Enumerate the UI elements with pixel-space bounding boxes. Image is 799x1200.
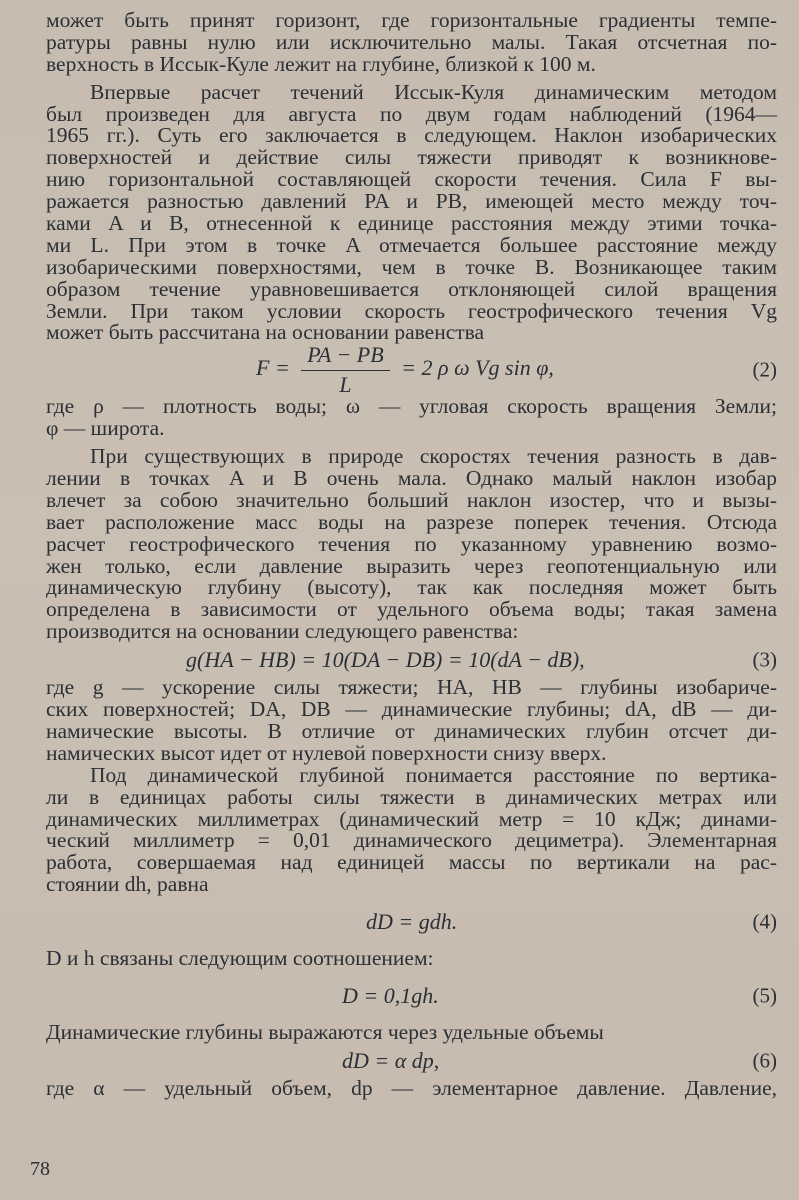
text-line: ми L. При этом в точке A отмечается большее расстояние между bbox=[46, 232, 777, 257]
text-line: D и h связаны следующим соотношением: bbox=[46, 946, 434, 971]
formula-3-number: (3) bbox=[752, 647, 777, 672]
text-line: ческий миллиметр = 0,01 динамического дециметра). Элементарная bbox=[46, 828, 777, 853]
page-number: 78 bbox=[30, 1158, 50, 1180]
text-line: жен только, если давление выразить через геопотенциальную или bbox=[46, 553, 777, 578]
text-line: может быть принят горизонт, где горизонтальные градиенты темпе- bbox=[46, 8, 777, 32]
text-line: где g — ускорение силы тяжести; HA, HB — глубины изобариче- bbox=[46, 675, 777, 700]
text-line: Динамические глубины выражаются через удельные объемы bbox=[46, 1019, 604, 1044]
text-line: 1965 гг.). Суть его заключается в следующем. Наклон изобарических bbox=[46, 123, 777, 148]
formula-2-rhs: = 2 ρ ω Vg sin φ, bbox=[401, 355, 554, 381]
text-line: ками A и B, отнесенной к единице расстояния между этими точка- bbox=[46, 211, 777, 236]
text-line: нию горизонтальной составляющей скорости течения. Сила F вы- bbox=[46, 167, 777, 192]
formula-2-denominator: L bbox=[339, 372, 352, 398]
text-line: стоянии dh, равна bbox=[46, 872, 209, 897]
formula-4-number: (4) bbox=[752, 909, 777, 934]
text-line: ражается разностью давлений PA и PB, имеющей место между точ- bbox=[46, 189, 777, 214]
text-line: поверхностей и действие силы тяжести приводят к возникнове- bbox=[46, 145, 777, 170]
text-line: лении в точках A и B очень мала. Однако малый наклон изобар bbox=[46, 466, 777, 491]
formula-5-expression: D = 0,1gh. bbox=[342, 982, 439, 1008]
text-line: вает расположение масс воды на разрезе поперек течения. Отсюда bbox=[46, 509, 777, 534]
text-line: верхность в Иссык-Куле лежит на глубине, близкой к 100 м. bbox=[46, 51, 596, 76]
text-line: производится на основании следующего равенства: bbox=[46, 619, 519, 644]
text-line: влечет за собою значительно больший наклон изостер, что и вызы- bbox=[46, 487, 777, 512]
text-line: намические высоты. В отличие от динамических глубин отсчет ди- bbox=[46, 718, 777, 743]
formula-4 bbox=[46, 896, 777, 948]
text-line: определена в зависимости от удельного объема воды; такая замена bbox=[46, 597, 777, 622]
text-line: ратуры равны нулю или исключительно малы. Такая отсчетная по- bbox=[46, 29, 777, 54]
text-line: работа, совершаемая над единицей массы по вертикали на рас- bbox=[46, 850, 777, 875]
formula-2-number: (2) bbox=[752, 357, 777, 382]
formula-5 bbox=[46, 970, 777, 1022]
text-line: где ρ — плотность воды; ω — угловая скорость вращения Земли; bbox=[46, 394, 777, 419]
formula-3-expression: g(HA − HB) = 10(DA − DB) = 10(dA − dB), bbox=[186, 647, 585, 673]
text-line: Земли. При таком условии скорость геострофического течения Vg bbox=[46, 298, 777, 323]
text-line: намических высот идет от нулевой поверхности снизу вверх. bbox=[46, 740, 607, 765]
formula-6-expression: dD = α dp, bbox=[342, 1047, 440, 1073]
formula-2-numerator: PA − PB bbox=[301, 342, 389, 371]
text-line: динамическую глубину (высоту), так как последняя может быть bbox=[46, 575, 777, 600]
formula-3 bbox=[46, 643, 777, 677]
text-line: динамических миллиметрах (динамический метр = 10 кДж; динами- bbox=[46, 806, 777, 831]
text-line: изобарическими поверхностями, чем в точке B. Возникающее таким bbox=[46, 254, 777, 279]
formula-2 bbox=[46, 344, 777, 396]
text-line: расчет геострофического течения по указанному уравнению возмо- bbox=[46, 531, 777, 556]
formula-6 bbox=[46, 1044, 777, 1078]
text-line: ли в единицах работы силы тяжести в динамических метрах или bbox=[46, 784, 777, 809]
text-line: может быть рассчитана на основании равенства bbox=[46, 320, 485, 345]
text-line: φ — широта. bbox=[46, 416, 165, 441]
text-line: где α — удельный объем, dp — элементарное давление. Давление, bbox=[46, 1075, 777, 1100]
text-line: Под динамической глубиной понимается расстояние по вертика- bbox=[90, 762, 777, 787]
formula-4-expression: dD = gdh. bbox=[366, 909, 458, 935]
formula-2-fraction bbox=[301, 342, 389, 398]
text-line: ских поверхностей; DA, DB — динамические глубины; dA, dB — ди- bbox=[46, 697, 777, 722]
formula-5-number: (5) bbox=[752, 983, 777, 1008]
text-line: При существующих в природе скоростях течения разность в дав- bbox=[90, 444, 777, 469]
formula-2-lhs: F = bbox=[256, 355, 290, 381]
text-line: Впервые расчет течений Иссык-Куля динамическим методом bbox=[90, 79, 777, 104]
formula-6-number: (6) bbox=[752, 1048, 777, 1073]
text-line: был произведен для августа по двум годам наблюдений (1964— bbox=[46, 101, 777, 126]
text-line: образом течение уравновешивается отклоняющей силой вращения bbox=[46, 276, 777, 301]
